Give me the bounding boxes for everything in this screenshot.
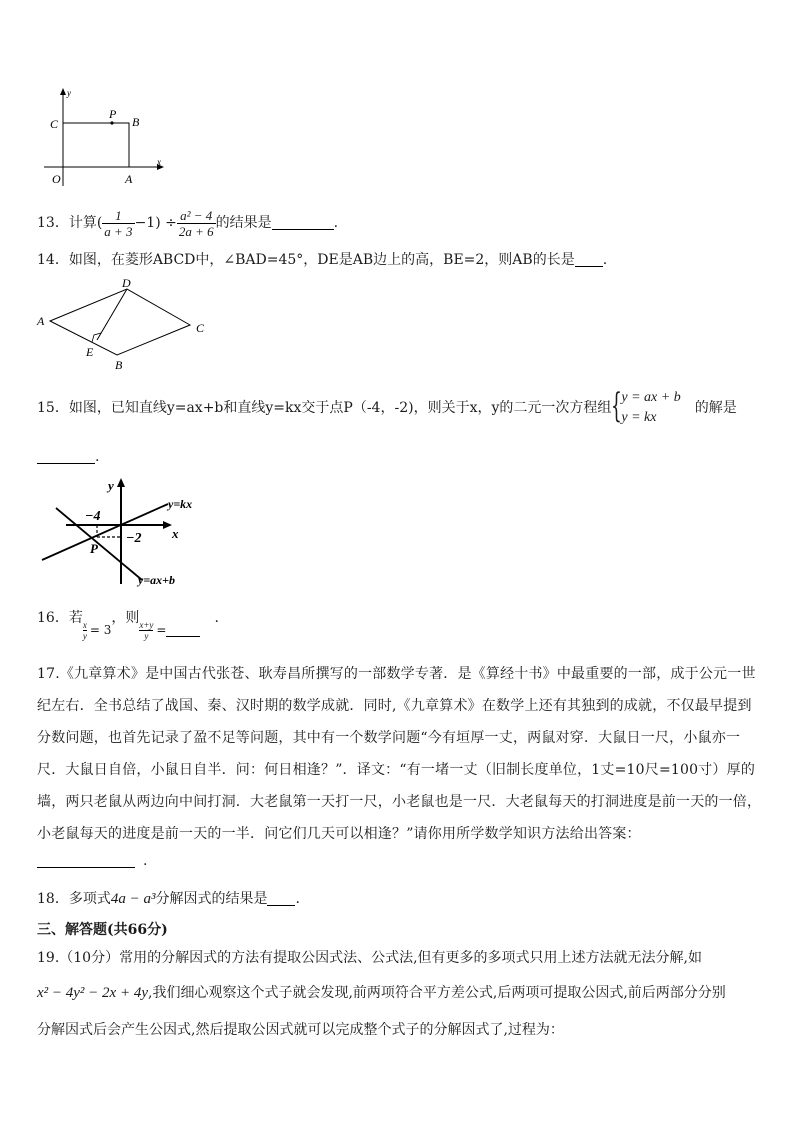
q13-frac2-den: 2a + 6	[178, 223, 214, 239]
label-e: E	[86, 345, 94, 359]
q14-end: .	[602, 252, 608, 268]
q18-tail: 分解因式的结果是	[155, 891, 268, 907]
question-14	[37, 249, 607, 269]
q13-fraction-2	[177, 208, 216, 239]
section-3-title: 三、解答题(共66分)	[37, 922, 168, 938]
figure-rectangle-axes	[40, 86, 170, 190]
q13-frac2-num: a² − 4	[180, 207, 213, 223]
question-15	[37, 384, 737, 432]
q17-line: 小老鼠每天的进度是前一天的一半．问它们几天可以相逢？”请你用所学数学知识方法给出答案：	[37, 826, 641, 842]
label-d: D	[122, 276, 131, 290]
q13-minus: −1) ÷	[134, 215, 177, 231]
figure-lines	[38, 476, 198, 588]
q15-eq1: y = ax + b	[621, 390, 681, 405]
label-b: B	[132, 115, 140, 129]
question-18	[37, 888, 300, 908]
label-b: B	[115, 358, 123, 372]
q16-eq1: = 3	[89, 623, 112, 637]
label-a: A	[125, 172, 133, 186]
q14-answer-blank[interactable]	[575, 252, 603, 267]
q15-tail: 的解是	[694, 400, 737, 416]
y-arrow	[117, 478, 125, 487]
q13-tail: 的结果是	[215, 215, 272, 231]
q15-equation-system	[611, 388, 680, 428]
q16-end: .	[214, 610, 219, 626]
q18-prefix: 18．多项式	[37, 891, 111, 907]
label-c: C	[196, 321, 205, 335]
label-x: x	[157, 157, 161, 167]
q19-line2: ,我们细心观察这个式子就会发现,前两项符合平方差公式,后两项可提取公因式,前后两部分分别	[148, 985, 726, 1001]
rectangle-oabc	[63, 123, 129, 167]
label-minus4: −4	[85, 509, 101, 524]
label-minus2: −2	[126, 531, 142, 546]
label-x: x	[172, 526, 179, 541]
q15-brace: {	[611, 386, 623, 426]
q16-answer-blank[interactable]	[166, 626, 200, 637]
q14-text: 14．如图，在菱形ABCD中，∠BAD=45°，DE是AB边上的高，BE=2，则AB的长是	[37, 252, 575, 268]
q13-frac1-den: a + 3	[104, 223, 133, 239]
question-19-line-1: 19.（10分）常用的分解因式的方法有提取公因式法、公式法,但有更多的多项式只用上述方法就无法分解,如	[37, 950, 702, 966]
question-15-answer	[37, 449, 99, 465]
altitude-de	[97, 289, 127, 340]
label-ykx: y=kx	[168, 497, 193, 511]
q16-frac2-den: y	[139, 630, 153, 641]
q16-frac1-den: y	[82, 630, 87, 641]
q15-end: .	[95, 449, 100, 465]
q13-frac1-num: 1	[115, 207, 122, 223]
question-17-answer	[37, 853, 147, 869]
q18-expr: 4a − a³	[110, 891, 156, 907]
y-arrow	[60, 88, 66, 95]
q18-end: .	[295, 891, 300, 907]
label-c: C	[50, 117, 59, 131]
question-17	[37, 658, 787, 850]
label-y: y	[108, 478, 114, 493]
q19-expr: x² − 4y² − 2x + 4y	[37, 985, 148, 1001]
q15-text: 15．如图，已知直线y=ax+b和直线y=kx交于点P（-4，-2)，则关于x，y的二元一次方程组	[37, 400, 612, 416]
q17-line: 17.《九章算术》是中国古代张苍、耿寿昌所撰写的一部数学专著．是《算经十书》中最重要的一部，成于公元一世	[37, 666, 756, 682]
q13-fraction-1	[102, 208, 134, 239]
q16-frac2	[139, 620, 153, 641]
label-o: O	[52, 172, 61, 186]
q17-end: .	[143, 853, 148, 869]
rhombus-abcd	[50, 289, 190, 355]
q16-frac2-num: x+y	[139, 619, 154, 630]
label-y: y	[67, 88, 71, 98]
q13-prefix: 13．计算(	[37, 215, 103, 231]
point-p	[110, 121, 113, 124]
x-arrow	[163, 521, 172, 529]
q16-expr-2	[139, 612, 200, 648]
question-19-line-2	[37, 982, 726, 1002]
q17-line: 分数问题，也首先记录了盈不足等问题，其中有一个数学问题“今有垣厚一丈，两鼠对穿．大鼠日一尺，小鼠亦一	[37, 730, 741, 746]
q15-eq2: y = kx	[621, 410, 657, 425]
question-19-line-3: 分解因式后会产生公因式,然后提取公因式就可以完成整个式子的分解因式了,过程为：	[37, 1022, 564, 1038]
q17-line: 尺．大鼠日自倍，小鼠日自半．问：何日相逢？”．译文：“有一堵一丈（旧制长度单位，1丈=10尺=100寸）厚的	[37, 762, 756, 778]
q16-eq2: =	[156, 623, 167, 637]
right-angle-mark	[92, 333, 101, 342]
q17-answer-blank[interactable]	[37, 853, 135, 868]
q17-line: 纪左右．全书总结了战国、秦、汉时期的数学成就．同时,《九章算术》在数学上还有其独到的成就，不仅最早提到	[37, 698, 752, 714]
question-16	[37, 600, 219, 648]
question-13	[37, 203, 338, 243]
label-p: P	[90, 541, 98, 556]
q16-frac1	[83, 620, 87, 641]
q16-frac1-num: x	[82, 619, 87, 630]
label-p: P	[109, 107, 117, 121]
q16-mid: ，则	[111, 610, 140, 626]
q13-answer-blank[interactable]	[272, 215, 334, 230]
q15-answer-blank[interactable]	[37, 449, 95, 464]
figure-rhombus	[34, 276, 214, 372]
label-a: A	[37, 314, 45, 328]
label-yaxb: y=ax+b	[138, 573, 176, 587]
q16-prefix: 16．若	[37, 610, 83, 626]
q17-line: 墙，两只老鼠从两边向中间打洞．大老鼠第一天打一尺，小老鼠也是一尺．大老鼠每天的打洞进度是前一天的一倍，	[37, 794, 762, 810]
q18-answer-blank[interactable]	[267, 891, 295, 906]
q13-end: .	[333, 215, 339, 231]
q16-expr-1	[83, 612, 112, 648]
